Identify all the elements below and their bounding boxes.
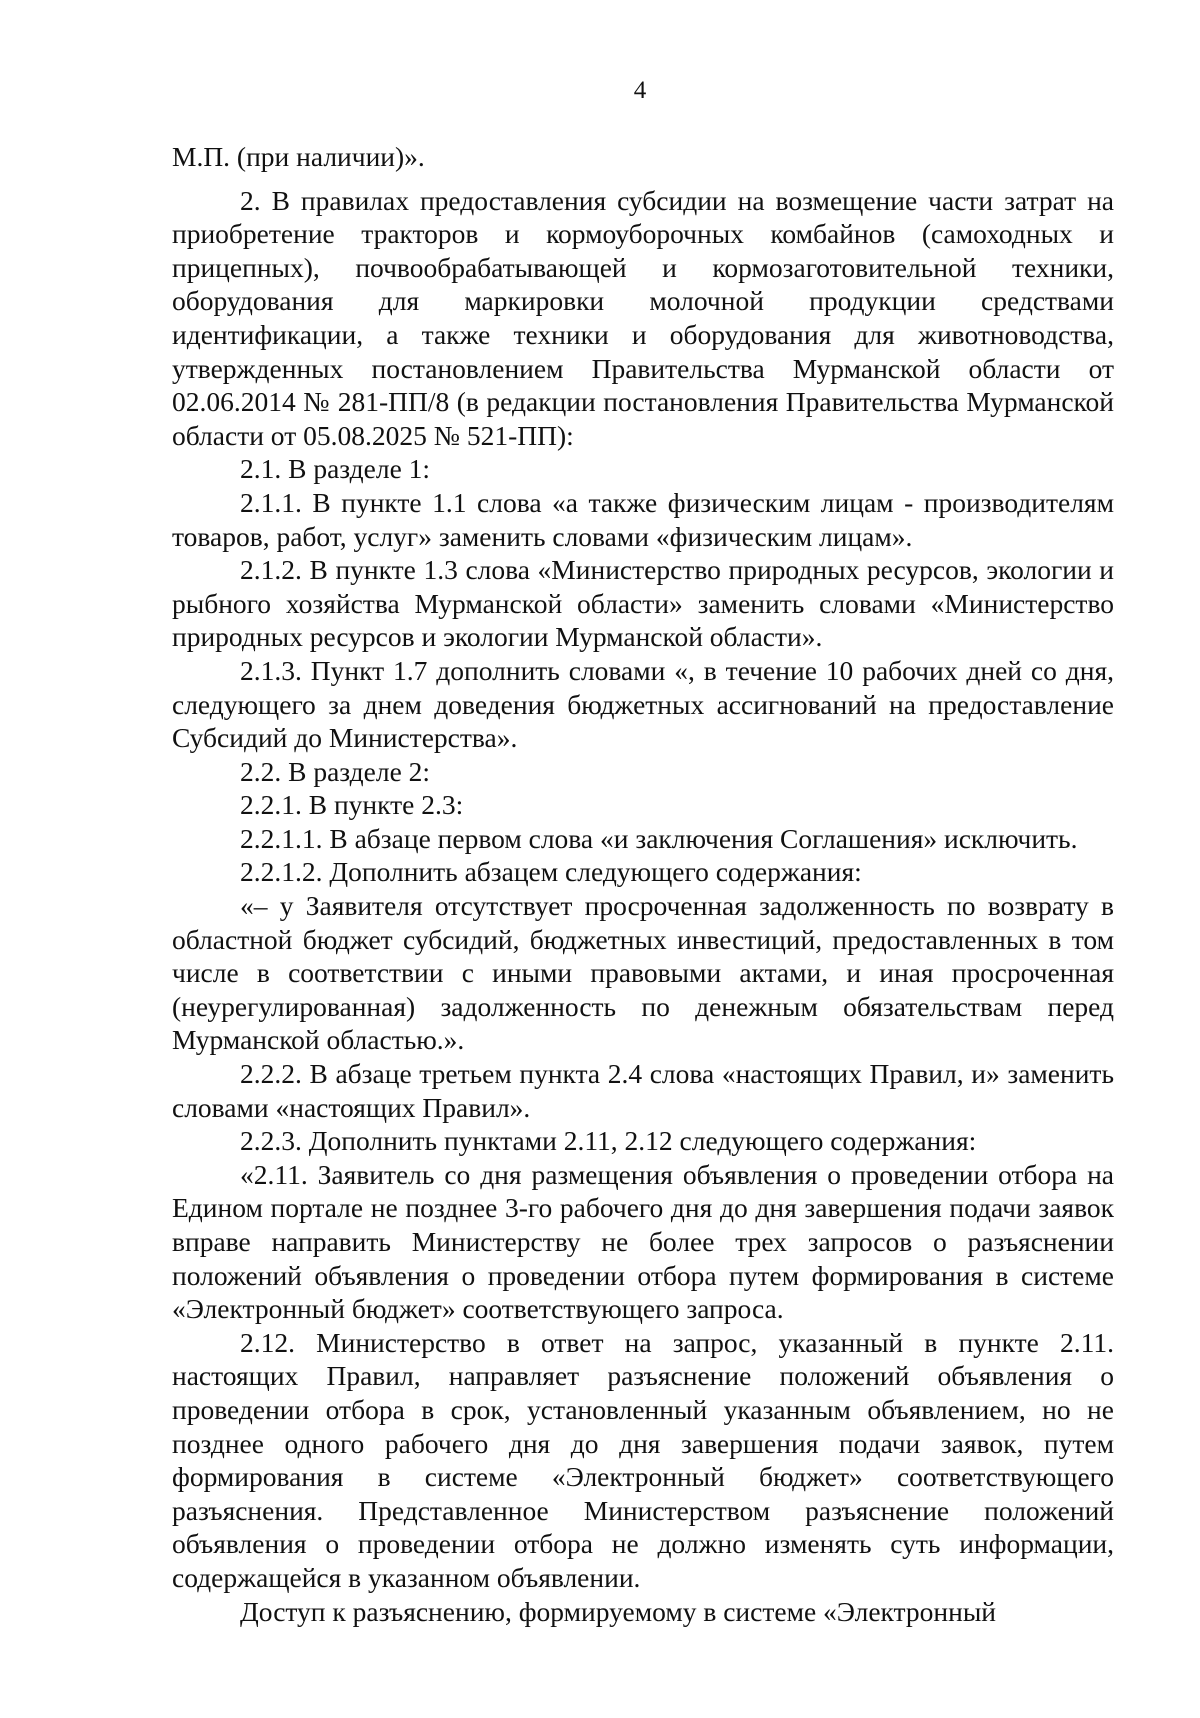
page-number: 4 xyxy=(633,77,647,104)
paragraph-2-2: 2.2. В разделе 2: xyxy=(240,755,431,787)
paragraph-2: 2. В правилах предоставления субсидии на возмещение части затрат на приобретение тракторов и кормоуборочных комбайнов (самоходных и прицепных), почвообрабатывающей и кормозаготовительной техники, оборудования для маркировки молочной продукции средствами идентификации, а также техники и оборудования для животноводства, утвержденных постановлением Правительства Мурманской области от 02.06.2014 № 281-ПП/8 (в редакции постановления Правительства Мурманской области от 05.08.2025 № 521-ПП): xyxy=(172,184,1114,451)
paragraph-2-1-2: 2.1.2. В пункте 1.3 слова «Министерство природных ресурсов, экологии и рыбного хозяйства Мурманской области» заменить словами «Министерство природных ресурсов и экологии Мурманской области». xyxy=(172,554,1114,653)
paragraph-2-2-2: 2.2.2. В абзаце третьем пункта 2.4 слова «настоящих Правил, и» заменить словами «настоящих Правил». xyxy=(172,1058,1114,1123)
paragraph-2-1: 2.1. В разделе 1: xyxy=(240,453,431,485)
paragraph-2-2-1-2: 2.2.1.2. Дополнить абзацем следующего содержания: xyxy=(240,856,862,888)
paragraph-quoted-addition: «– у Заявителя отсутствует просроченная задолженность по возврату в областной бюджет субсидий, бюджетных инвестиций, предоставленных в том числе в соответствии с иными правовыми актами, и иная просроченная (неурегулированная) задолженность по денежным обязательствам перед Мурманской областью.». xyxy=(172,890,1114,1056)
paragraph-2-1-1: 2.1.1. В пункте 1.1 слова «а также физическим лицам - производителям товаров, работ, услуг» заменить словами «физическим лицам». xyxy=(172,486,1114,552)
paragraph-2-2-3: 2.2.3. Дополнить пунктами 2.11, 2.12 следующего содержания: xyxy=(240,1125,977,1157)
paragraph-mp: М.П. (при наличии)». xyxy=(172,141,425,172)
paragraph-2-12: 2.12. Министерство в ответ на запрос, указанный в пункте 2.11. настоящих Правил, направляет разъяснение положений объявления о проведении отбора в срок, установленный указанным объявлением, но не позднее одного рабочего дня до дня завершения подачи заявок, путем формирования в системе «Электронный бюджет» соответствующего разъяснения. Представленное Министерством разъяснение положений объявления о проведении отбора не должно изменять суть информации, содержащейся в указанном объявлении. xyxy=(172,1326,1114,1593)
paragraph-2-11: «2.11. Заявитель со дня размещения объявления о проведении отбора на Едином портале не позднее 3-го рабочего дня до дня завершения подачи заявок вправе направить Министерству не более трех запросов о разъяснении положений объявления о проведении отбора путем формирования в системе «Электронный бюджет» соответствующего запроса. xyxy=(172,1158,1114,1325)
paragraph-2-2-1-1: 2.2.1.1. В абзаце первом слова «и заключения Соглашения» исключить. xyxy=(240,822,1078,854)
paragraph-2-1-3: 2.1.3. Пункт 1.7 дополнить словами «, в течение 10 рабочих дней со дня, следующего за днем доведения бюджетных ассигнований на предоставление Субсидий до Министерства». xyxy=(172,654,1114,754)
paragraph-2-2-1: 2.2.1. В пункте 2.3: xyxy=(240,789,464,821)
paragraph-access: Доступ к разъяснению, формируемому в системе «Электронный xyxy=(240,1595,997,1627)
document-body xyxy=(172,140,1114,1628)
